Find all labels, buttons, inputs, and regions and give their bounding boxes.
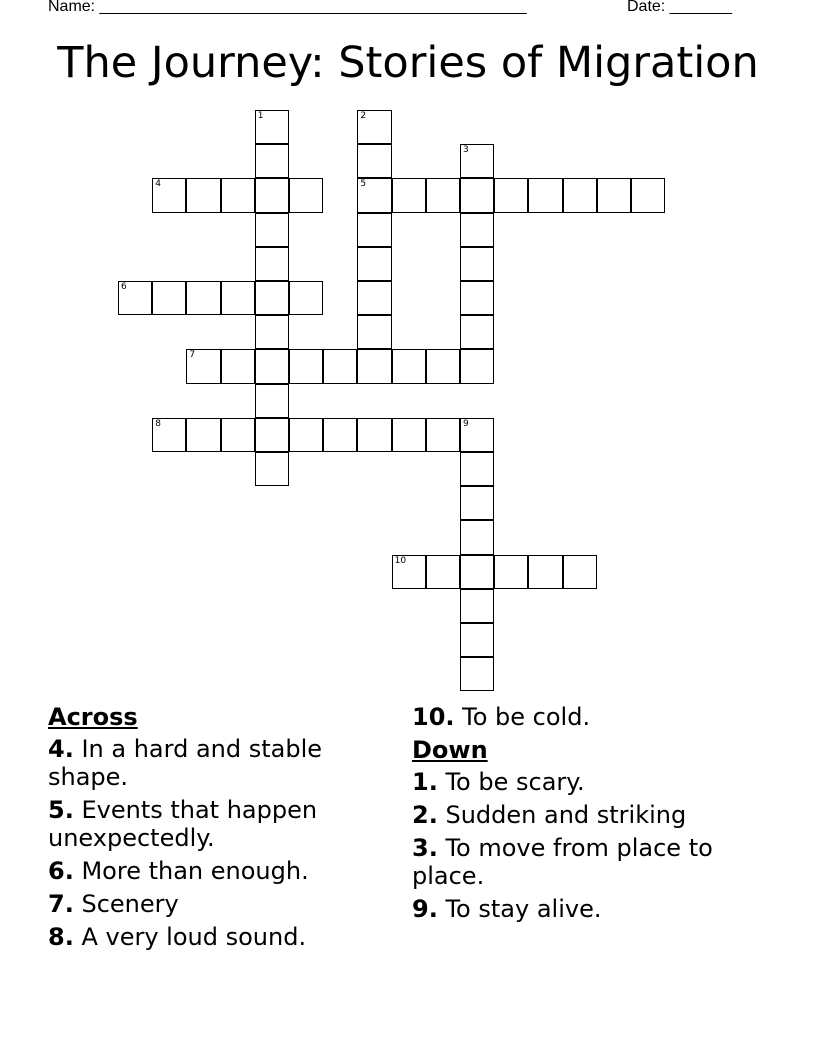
grid-cell[interactable]: [528, 178, 562, 212]
down-heading: Down: [412, 736, 488, 764]
grid-cell[interactable]: [255, 452, 289, 486]
grid-cell[interactable]: [494, 178, 528, 212]
grid-cell[interactable]: [357, 178, 391, 212]
grid-cell[interactable]: [494, 555, 528, 589]
grid-cell[interactable]: [323, 418, 357, 452]
grid-cell[interactable]: [255, 213, 289, 247]
clue-number: 9: [463, 418, 469, 429]
clue-number: 10: [394, 555, 407, 566]
grid-cell[interactable]: [186, 178, 220, 212]
clue-down-9: 9. To stay alive.: [412, 895, 602, 923]
grid-cell[interactable]: [460, 144, 494, 178]
grid-cell[interactable]: [221, 418, 255, 452]
grid-cell[interactable]: [289, 281, 323, 315]
grid-cell[interactable]: [460, 349, 494, 383]
grid-cell[interactable]: [460, 315, 494, 349]
clue-number: 6: [121, 282, 127, 292]
grid-cell[interactable]: [392, 555, 426, 589]
clue-across-5: 5. Events that happen unexpectedly.: [48, 796, 318, 852]
clue-across-4: 4. In a hard and stable shape.: [48, 735, 323, 791]
clue-across-7: 7. Scenery: [48, 890, 179, 918]
grid-cell[interactable]: [426, 178, 460, 212]
grid-cell[interactable]: [255, 315, 289, 349]
grid-cell[interactable]: [357, 213, 391, 247]
grid-cell[interactable]: [357, 349, 391, 383]
grid-cell[interactable]: [186, 349, 220, 383]
grid-cell[interactable]: [255, 281, 289, 315]
grid-cell[interactable]: [289, 178, 323, 212]
clues-left-column: [48, 703, 378, 956]
grid-cell[interactable]: [255, 349, 289, 383]
grid-cell[interactable]: [426, 418, 460, 452]
grid-cell[interactable]: [460, 623, 494, 657]
grid-cell[interactable]: [186, 281, 220, 315]
grid-cell[interactable]: [392, 349, 426, 383]
clue-down-1: 1. To be scary.: [412, 768, 585, 796]
grid-cell[interactable]: [152, 178, 186, 212]
clue-across-6: 6. More than enough.: [48, 857, 309, 885]
grid-cell[interactable]: [426, 349, 460, 383]
grid-cell[interactable]: [357, 315, 391, 349]
grid-cell[interactable]: [152, 281, 186, 315]
grid-cell[interactable]: [426, 555, 460, 589]
clue-number: 1: [257, 111, 264, 121]
grid-cell[interactable]: [528, 555, 562, 589]
grid-cell[interactable]: [460, 247, 494, 281]
grid-cell[interactable]: [357, 110, 391, 144]
grid-cell[interactable]: [460, 555, 494, 589]
clue-across-8: 8. A very loud sound.: [48, 923, 307, 951]
clue-down-3: 3. To move from place to place.: [412, 834, 713, 890]
clue-number: 8: [155, 418, 161, 429]
grid-cell[interactable]: [460, 178, 494, 212]
grid-cell[interactable]: [357, 247, 391, 281]
grid-cell[interactable]: [460, 657, 494, 691]
name-field[interactable]: Name: ________________________________________________: [48, 0, 527, 15]
grid-cell[interactable]: [357, 281, 391, 315]
grid-cell[interactable]: [597, 178, 631, 212]
grid-cell[interactable]: [255, 110, 289, 144]
grid-cell[interactable]: [460, 452, 494, 486]
grid-cell[interactable]: [460, 418, 494, 452]
grid-cell[interactable]: [357, 144, 391, 178]
grid-cell[interactable]: [221, 178, 255, 212]
grid-cell[interactable]: [186, 418, 220, 452]
grid-cell[interactable]: [460, 589, 494, 623]
grid-cell[interactable]: [118, 281, 152, 315]
grid-cell[interactable]: [255, 384, 289, 418]
clue-number: 5: [360, 179, 367, 190]
grid-cell[interactable]: [255, 144, 289, 178]
grid-cell[interactable]: [152, 418, 186, 452]
date-field[interactable]: Date: _______: [627, 0, 732, 15]
grid-cell[interactable]: [289, 349, 323, 383]
grid-cell[interactable]: [460, 486, 494, 520]
clue-number: 7: [189, 350, 196, 361]
grid-cell[interactable]: [255, 247, 289, 281]
grid-cell[interactable]: [392, 178, 426, 212]
grid-cell[interactable]: [255, 418, 289, 452]
grid-cell[interactable]: [563, 555, 597, 589]
grid-cell[interactable]: [289, 418, 323, 452]
clue-down-2: 2. Sudden and striking: [412, 801, 687, 829]
grid-cell[interactable]: [460, 213, 494, 247]
clue-number: 2: [360, 111, 367, 121]
grid-cell[interactable]: [221, 281, 255, 315]
grid-cell[interactable]: [323, 349, 357, 383]
grid-cell[interactable]: [563, 178, 597, 212]
clues-right-column: [412, 703, 752, 928]
grid-cell[interactable]: [460, 281, 494, 315]
grid-cell[interactable]: [255, 178, 289, 212]
clue-number: 4: [155, 179, 161, 190]
grid-cell[interactable]: [460, 520, 494, 554]
clue-number: 3: [463, 145, 469, 156]
across-heading: Across: [48, 703, 138, 731]
grid-cell[interactable]: [392, 418, 426, 452]
grid-cell[interactable]: [221, 349, 255, 383]
clue-across-10: 10. To be cold.: [412, 703, 591, 731]
grid-cell[interactable]: [631, 178, 665, 212]
grid-cell[interactable]: [357, 418, 391, 452]
puzzle-title: The Journey: Stories of Migration: [57, 38, 759, 88]
